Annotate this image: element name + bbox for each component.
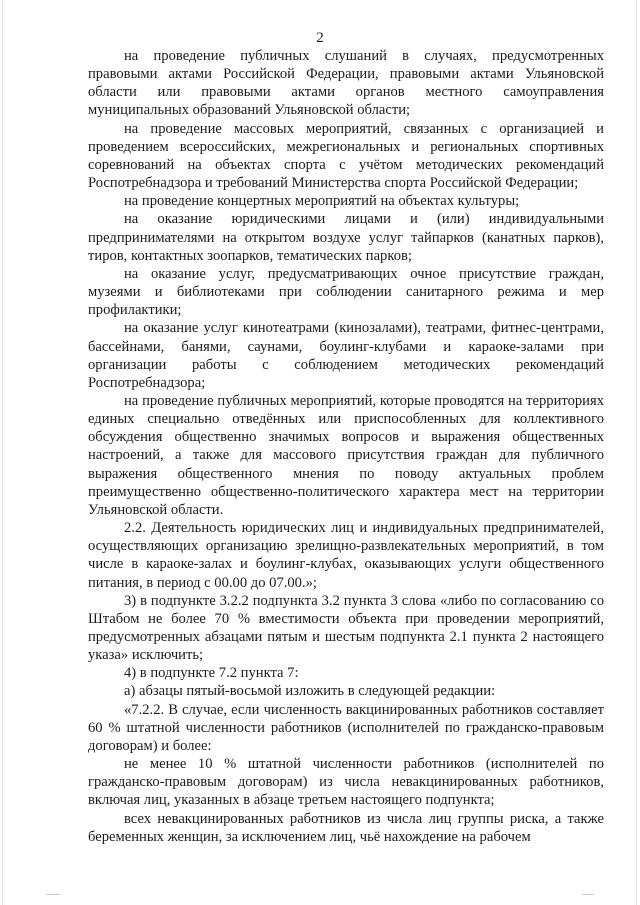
scan-mark-left [46,894,60,895]
paragraph: на проведение публичных слушаний в случаях, предусмотренных правовыми актами Российской Федерации, правовыми актами Ульяновской области или правовыми актами органов местного самоуправления муниципальных образований Ульяновской области; [88,48,604,119]
document-body [88,47,604,846]
scan-edge-right [636,0,637,905]
paragraph: 3) в подпункте 3.2.2 подпункта 3.2 пункта 3 слова «либо по согласованию со Штабом не более 70 % вместимости объекта при проведении мероприятий, предусмотренных абзацами пятым и шестым подпункта 2.1 пункта 2 настоящего указа» исключить; [88,592,604,664]
page-number: 2 [316,30,324,46]
scan-mark-right [582,894,594,895]
paragraph: а) абзацы пятый-восьмой изложить в следующей редакции: [124,683,496,700]
paragraph: на оказание услуг, предусматривающих очное присутствие граждан, музеями и библиотеками при соблюдении санитарного режима и мер профилактики; [88,265,604,319]
paragraph: 2.2. Деятельность юридических лиц и индивидуальных предпринимателей, осуществляющих организацию зрелищно-развлекательных мероприятий, в том числе в караоке-залах и боулинг-клубах, оказывающих услуги общественного питания, в период с 00.00 до 07.00.»; [88,520,604,591]
paragraph: на проведение концертных мероприятий на объектах культуры; [124,193,520,210]
paragraph: «7.2.2. В случае, если численность вакцинированных работников составляет 60 % штатной численности работников (исполнителей по гражданско-правовым договорам) и более: [88,701,604,754]
paragraph: на проведение массовых мероприятий, связанных с организацией и проведением всероссийских, межрегиональных и региональных спортивных соревнований на объектах спорта с учётом методических рекомендаций Роспотребнадзора и требований Министерства спорта Российской Федерации; [88,120,604,192]
paragraph: на проведение публичных мероприятий, которые проводятся на территориях единых специально отведённых или приспособленных для коллективного обсуждения общественно значимых вопросов и выражения общественных настроений, а также для массового присутствия граждан для публичного выражения общественного мнения по поводу актуальных проблем преимущественно общественно-политического характера мест на территории Ульяновской области. [88,392,604,518]
paragraph: 4) в подпункте 7.2 пункта 7: [124,665,299,682]
paragraph: всех невакцинированных работников из числа лиц группы риска, а также беременных женщин, за исключением лиц, чьё нахождение на рабочем [88,810,604,845]
paragraph: на оказание услуг кинотеатрами (кинозалами), театрами, фитнес-центрами, бассейнами, банями, саунами, боулинг-клубами и караоке-залами при организации работы с соблюдением методических рекомендаций Роспотребнадзора; [88,320,604,391]
paragraph: на оказание юридическими лицами и (или) индивидуальными предпринимателями на открытом воздухе услуг тайпарков (канатных парков), тиров, контактных зоопарков, тематических парков; [88,211,604,264]
scan-edge-left [2,0,3,905]
paragraph: не менее 10 % штатной численности работников (исполнителей по гражданско-правовым договорам) из числа невакцинированных работников, включая лиц, указанных в абзаце третьем настоящего подпункта; [88,756,604,809]
